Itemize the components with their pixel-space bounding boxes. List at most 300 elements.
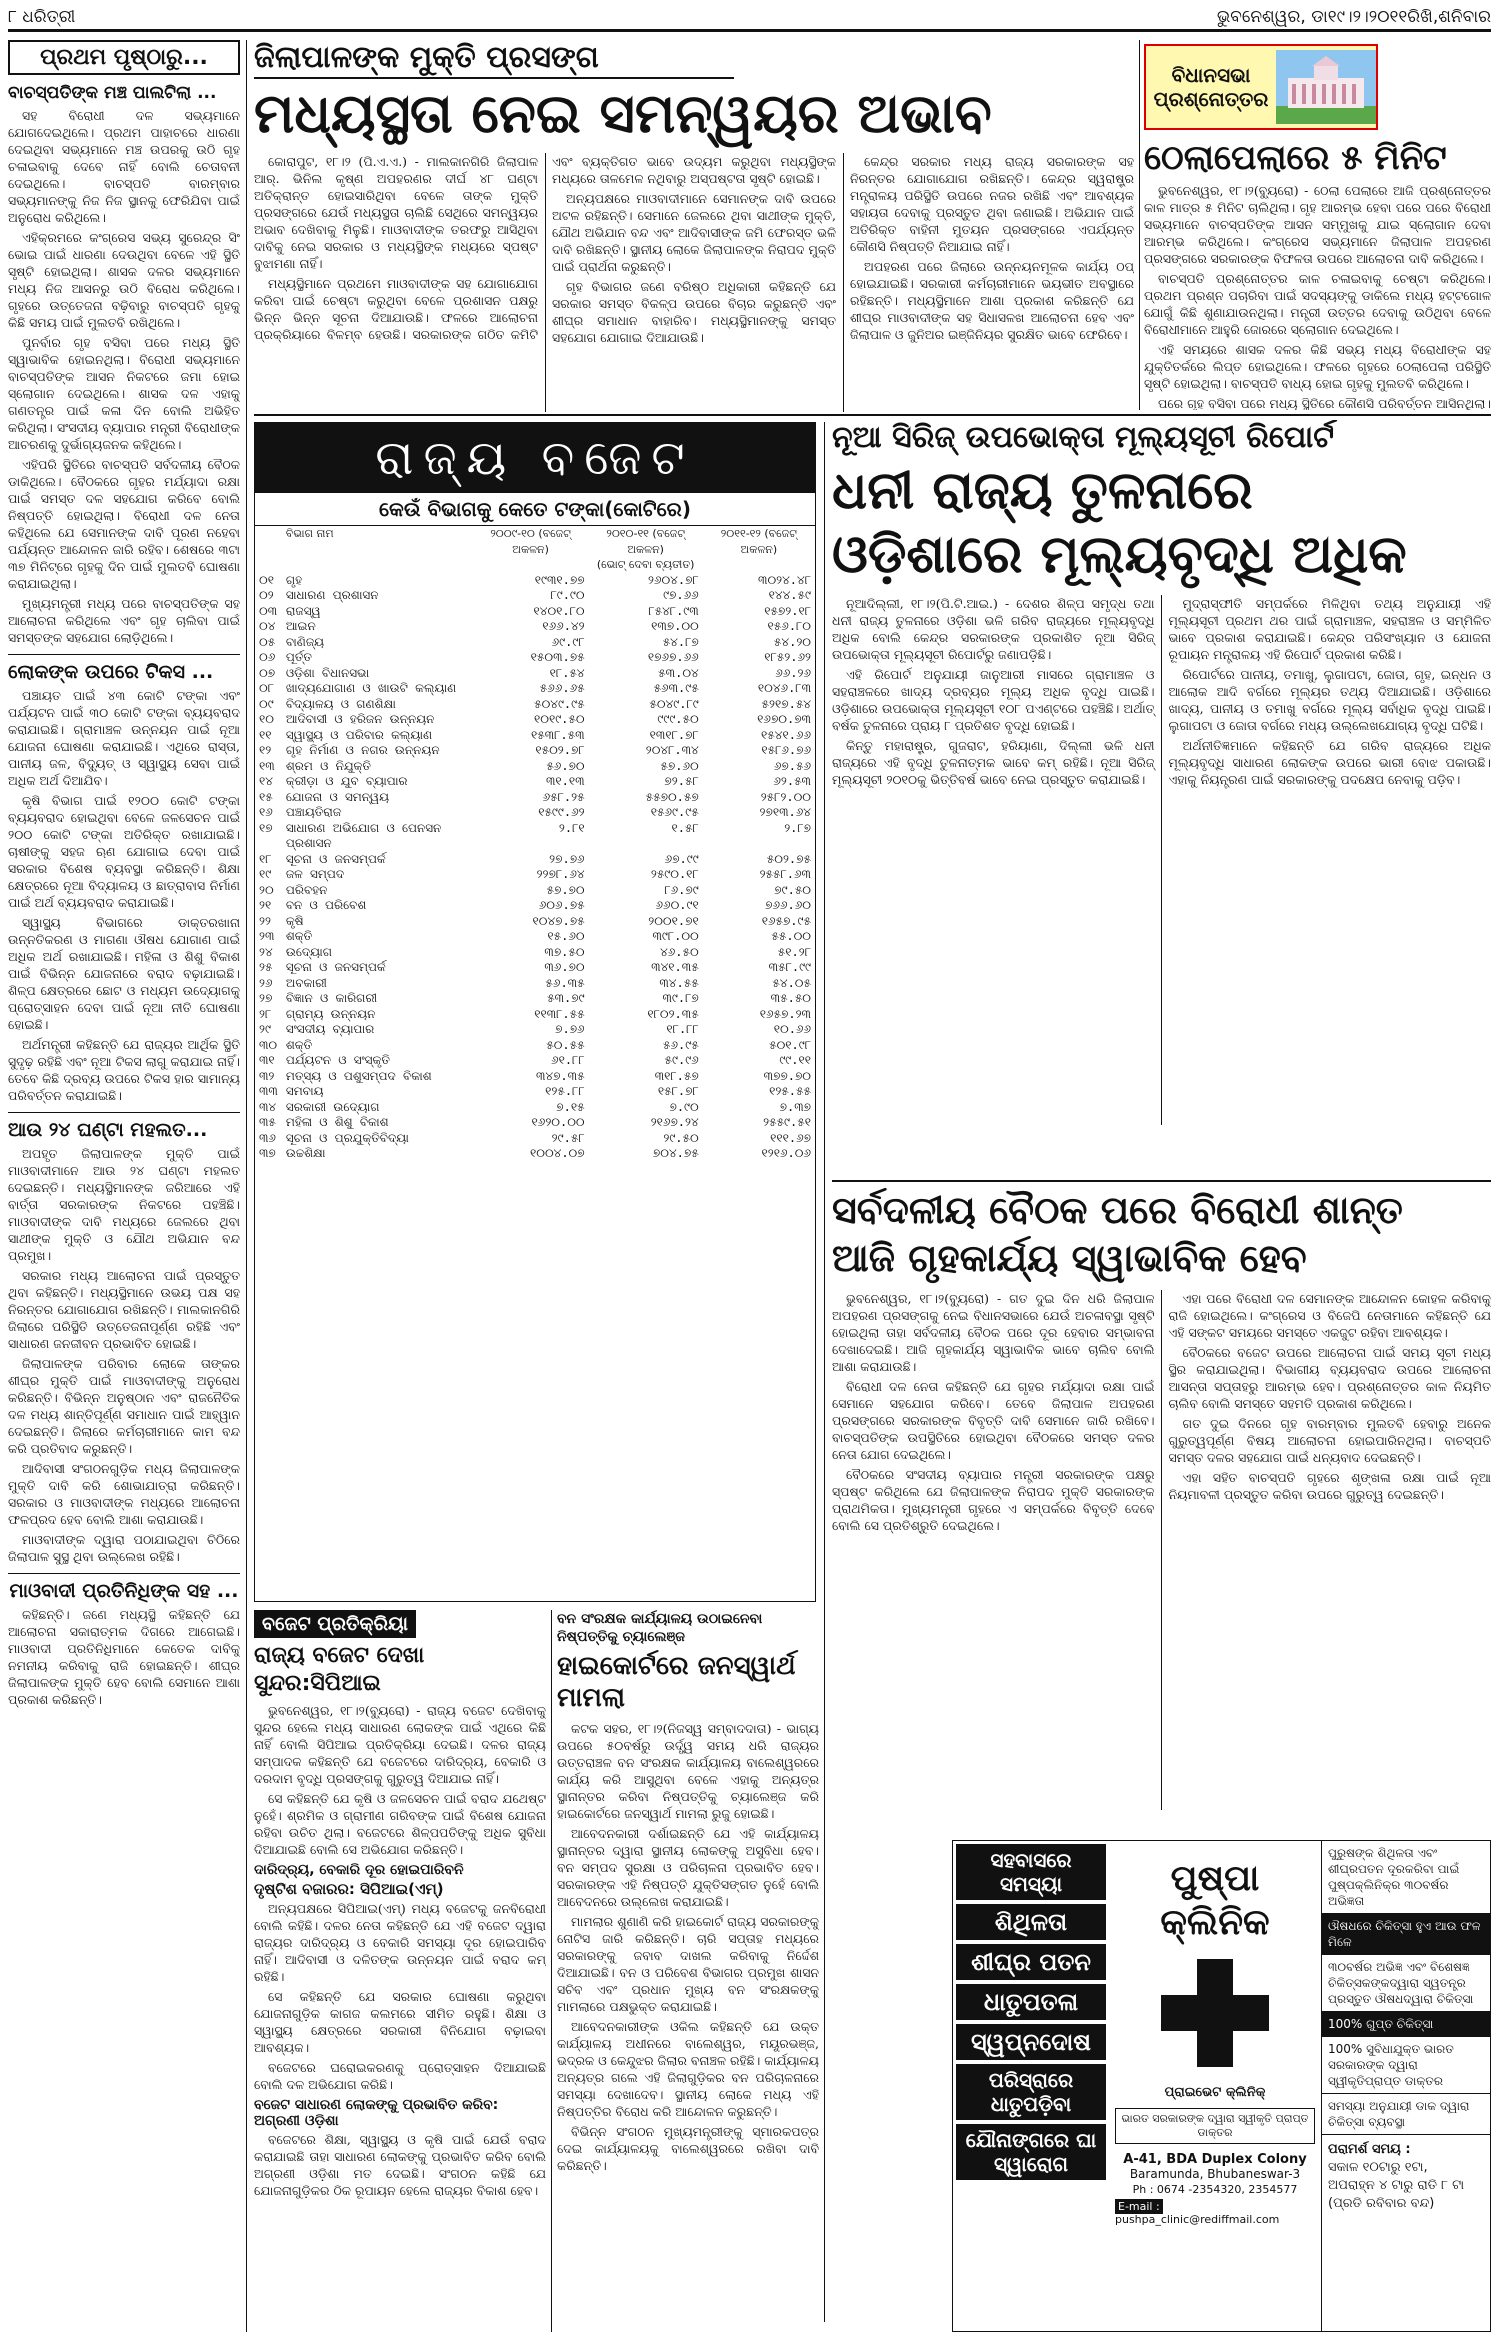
department-name: ଶକ୍ତି — [285, 1037, 313, 1052]
qa-title-line2: ପ୍ରଶ୍ନୋତ୍ତର — [1153, 87, 1269, 111]
value-2009-10: ୬୫୮.୨୫ — [542, 789, 585, 804]
paragraph: ମୁଦ୍ରାସ୍ଫୀତି ସମ୍ପର୍କରେ ମିଳିଥିବା ତଥ୍ୟ ଅନୁଯାୟୀ ଏହି ମୂଲ୍ୟସୂଚୀ ପ୍ରଥମ ଥର ପାଇଁ ଗ୍ରାମାଞ୍ଚଳ, ସହରାଞ୍ଚଳ ଓ ସମ୍ମିଳିତ ଭାବେ ପ୍ରକାଶ କରାଯାଇଛି। କେନ୍ଦ୍ର ପରିସଂଖ୍ୟାନ ଓ ଯୋଜନା ରୂପାୟନ ମନ୍ତ୍ରାଳୟ ଏହି ରିପୋର୍ଟ ପ୍ରକାଶ କରିଛି। — [1168, 596, 1491, 662]
department-name: ଓଡ଼ିଶା ବିଧାନସଭା — [285, 665, 370, 680]
paragraph: ଭୁବନେଶ୍ୱର, ୧୮।୨(ବ୍ୟୁରୋ) - ରାଜ୍ୟ ବଜେଟ ଦେଖିବାକୁ ସୁନ୍ଦର ହେଲେ ମଧ୍ୟ ସାଧାରଣ ଲୋକଙ୍କ ପାଇଁ ଏଥିରେ କିଛି ନାହିଁ ବୋଲି ସିପିଆଇ ପ୍ରତିକ୍ରିୟା ଦେଇଛି। ଦଳର ରାଜ୍ୟ ସମ୍ପାଦକ କହିଛନ୍ତି ଯେ ବଜେଟରେ ଦାରିଦ୍ର୍ୟ, ବେକାରି ଓ ଦରଦାମ ବୃଦ୍ଧି ପ୍ରସଙ୍ଗକୁ ଗୁରୁତ୍ୱ ଦିଆଯାଇ ନାହିଁ। — [254, 1703, 546, 1786]
row-number: ୧୮ — [259, 851, 272, 866]
table-row — [255, 681, 815, 697]
department-name: ସାଧାରଣ ପ୍ରଶାସନ — [285, 588, 379, 602]
value-2009-10: ୩୪୭.୩୫ — [535, 1068, 585, 1083]
table-row — [255, 1069, 815, 1085]
value-2011-12: ୧୫୮୬.୭୬ — [761, 743, 811, 757]
value-2009-10: ୩୭.୫୦ — [544, 944, 585, 959]
row-number: ୨୮ — [259, 1006, 272, 1021]
ad-benefit: ସମସ୍ୟା ଅନୁଯାୟୀ ଡାକ ଦ୍ୱାରା ଚିକିତ୍ସା ବ୍ୟବସ୍ଥା — [1322, 2094, 1490, 2135]
row-number: ୦୪ — [259, 619, 276, 633]
value-2010-11: ୬୬୦.୯୧ — [655, 898, 699, 912]
department-name: ପଞ୍ଚାୟତିରାଜ — [285, 805, 342, 819]
table-row — [255, 1131, 815, 1147]
value-2011-12: ୨୫୮୨.୦୦ — [760, 789, 811, 804]
row-number: ୧୧ — [259, 727, 272, 742]
paragraph: ପଞ୍ଚାୟତ ପାଇଁ ୪୩ କୋଟି ଟଙ୍କା ଏବଂ ପର୍ଯ୍ୟଟନ ପାଇଁ ୩୦ କୋଟି ଟଙ୍କା ବ୍ୟୟବରାଦ କରାଯାଇଛି। ଗ୍ରାମାଞ୍ଚଳ ଉନ୍ନୟନ ପାଇଁ ନୂଆ ଯୋଜନା ଘୋଷଣା କରାଯାଇଛି। ଏଥିରେ ରାସ୍ତା, ପାନୀୟ ଜଳ, ବିଦ୍ୟୁତ୍ ଓ ସ୍ୱାସ୍ଥ୍ୟ ସେବା ପାଇଁ ଅଧିକ ଅର୍ଥ ଦିଆଯିବ। — [8, 688, 240, 788]
value-2010-11: ୫୦୪୯.୮୯ — [649, 696, 699, 711]
reaction-headline: ରାଜ୍ୟ ବଜେଟ ଦେଖା ସୁନ୍ଦର:ସିପିଆଇ — [254, 1643, 425, 1696]
paragraph: ସେ କହିଛନ୍ତି ଯେ ସରକାର ଘୋଷଣା କରୁଥିବା ଯୋଜନାଗୁଡ଼ିକ କାଗଜ କଲମରେ ସୀମିତ ରହୁଛି। ଶିକ୍ଷା ଓ ସ୍ୱାସ୍ଥ୍ୟ କ୍ଷେତ୍ରରେ ସରକାରୀ ବିନିଯୋଗ ବଢ଼ାଇବା ଆବଶ୍ୟକ। — [254, 1989, 546, 2055]
row-number: ୨୦ — [259, 882, 274, 897]
ad-center-panel — [1109, 1841, 1321, 2331]
budget-reaction-story — [254, 1610, 546, 2332]
value-2011-12: ୭୯.୫୦ — [774, 882, 811, 897]
department-name: ଗୃହ ନିର୍ମାଣ ଓ ନଗର ଉନ୍ନୟନ — [285, 743, 440, 757]
value-2011-12: ୧୮୫୨.୬୨ — [764, 650, 811, 664]
story-title: ମାଓବାଦୀ ପ୍ରତିନିଧିଙ୍କ ସହ ... — [8, 1573, 240, 1602]
value-2009-10: ୭.୧୫ — [556, 1099, 585, 1114]
lead-story — [254, 40, 1134, 412]
column-header: ବିଭାଗ ନାମ — [285, 527, 334, 540]
table-row — [255, 697, 815, 713]
paragraph: ଅର୍ଥନୀତିଜ୍ଞମାନେ କହିଛନ୍ତି ଯେ ଗରିବ ରାଜ୍ୟରେ ଅଧିକ ମୂଲ୍ୟବୃଦ୍ଧି ସାଧାରଣ ଲୋକଙ୍କ ଉପରେ ଭାରୀ ବୋଝ ପକାଉଛି। ଏହାକୁ ନିୟନ୍ତ୍ରଣ ପାଇଁ ସରକାରଙ୍କୁ ପଦକ୍ଷେପ ନେବାକୁ ପଡ଼ିବ। — [1168, 738, 1491, 787]
value-2009-10: ୧୦୪୭.୭୫ — [532, 913, 585, 928]
row-number: ୦୯ — [259, 696, 274, 711]
ad-benefit: ପୁରୁଷଙ୍କ ଶିଥିଳତା ଏବଂ ଶୀଘ୍ରପତନ ଦୂରକରିବା ପାଇଁ ପୁଷ୍ପକ୍ଲିନିକ୍‌ର ୩୦ବର୍ଷର ଅଭିଜ୍ଞତା — [1322, 1841, 1490, 1914]
price-body — [832, 595, 1491, 1125]
value-2010-11: ୧.୫୮ — [671, 820, 699, 835]
continued-from-front-column — [8, 40, 240, 2332]
reaction-body — [254, 1702, 546, 1858]
value-2011-12: ୩୫୮.୯୯ — [768, 960, 811, 974]
paragraph: ବଜେଟରେ ଶିକ୍ଷା, ସ୍ୱାସ୍ଥ୍ୟ ଓ କୃଷି ପାଇଁ ଯେଉଁ ବରାଦ କରାଯାଇଛି ତାହା ସାଧାରଣ ଲୋକଙ୍କୁ ପ୍ରଭାବିତ କରିବ ବୋଲି ଅଗ୍ରଣୀ ଓଡ଼ିଶା ମତ ଦେଇଛି। ସଂଗଠନ କହିଛି ଯେ ଯୋଜନାଗୁଡ଼ିକର ଠିକ ରୂପାୟନ ହେଲେ ରାଜ୍ୟର ବିକାଶ ହେବ। — [254, 2132, 546, 2198]
value-2009-10: ୩୬.୭୦ — [544, 960, 585, 974]
value-2011-12: ୩୭୭.୭୦ — [763, 1068, 811, 1083]
paragraph: ବିଭିନ୍ନ ସଂଗଠନ ମୁଖ୍ୟମନ୍ତ୍ରୀଙ୍କୁ ସ୍ମାରକପତ୍ର ଦେଇ କାର୍ଯ୍ୟାଳୟକୁ ବାଲେଶ୍ୱରରେ ରଖିବା ଦାବି କରିଛନ୍ତି। — [557, 2124, 819, 2173]
paragraph: କିନ୍ତୁ ମହାରାଷ୍ଟ୍ର, ଗୁଜରାଟ, ହରିୟାଣା, ଦିଲ୍ଲୀ ଭଳି ଧନୀ ରାଜ୍ୟରେ ଏହି ବୃଦ୍ଧି ତୁଳନାତ୍ମକ ଭାବେ କମ୍ ରହିଛି। ନୂଆ ସିରିଜ୍ ମୂଲ୍ୟସୂଚୀ ୨୦୧୦କୁ ଭିତ୍ତିବର୍ଷ ଭାବେ ନେଇ ପ୍ରସ୍ତୁତ କରାଯାଇଛି। — [832, 738, 1155, 787]
row-number: ୨୧ — [259, 898, 272, 912]
department-name: ଶକ୍ତି — [285, 929, 313, 943]
value-2009-10: ୬୦୬.୭୫ — [538, 898, 585, 912]
row-number: ୨୩ — [259, 929, 275, 943]
table-row — [255, 898, 815, 914]
page-number: ୮ ଧରିତ୍ରୀ — [8, 6, 76, 27]
paragraph: ସହ ବିରୋଧୀ ଦଳ ସଭ୍ୟମାନେ ଯୋଗଦେଇଥିଲେ। ପ୍ରଥମ ପାହାଚରେ ଧାରଣା ଦେଇଥିବା ସଭ୍ୟମାନେ ମଞ୍ଚ ଉପରକୁ ଉଠି ଗୃହ ଚଳାଇବାକୁ ଦେବେ ନାହିଁ ବୋଲି ଚେତାବନୀ ଦେଇଥିଲେ। ବାଚସ୍ପତି ବାରମ୍ବାର ସଭ୍ୟମାନଙ୍କୁ ନିଜ ନିଜ ସ୍ଥାନକୁ ଫେରିଯିବା ପାଇଁ ଅନୁରୋଧ କରିଥିଲେ। — [8, 108, 240, 225]
department-name: ଗୃହ — [285, 572, 303, 587]
budget-table-box — [254, 422, 816, 1602]
value-2011-12: ୫୧.୨୮ — [777, 944, 811, 959]
table-row — [255, 1053, 815, 1069]
row-number: ୨୯ — [259, 1022, 271, 1036]
value-2009-10: ୫୬.୩୫ — [545, 975, 585, 990]
value-2010-11: ୭.୯୦ — [669, 1099, 699, 1114]
value-2010-11: ୮୫୪୮.୯୩ — [648, 603, 699, 618]
value-2011-12: ୯୯.୧୧ — [779, 1053, 811, 1067]
value-2011-12: ୧୫୭୨.୧୮ — [764, 603, 811, 618]
lead-headline: ମଧ୍ୟସ୍ଥତା ନେଇ ସମନ୍ୱୟର ଅଭାବ — [254, 82, 992, 145]
value-2010-11: ୩୪୧.୩୫ — [651, 960, 699, 974]
reaction-subhead: ଦୃଷ୍ଟିଶ ବଜାରର: ସିପିଆଇ(ଏମ୍) — [254, 1880, 444, 1898]
value-2009-10: ୧୫୦୨.୭୮ — [535, 743, 585, 757]
department-name: କ୍ରୀଡ଼ା ଓ ଯୁବ ବ୍ୟାପାର — [285, 774, 408, 788]
value-2011-12: ୧୧୧.୬୭ — [770, 1130, 811, 1145]
value-2009-10: ୭.୭୬ — [555, 1022, 585, 1036]
section-label: ପ୍ରଥମ ପୃଷ୍ଠାରୁ... — [8, 40, 240, 75]
ad-right-panel — [1321, 1841, 1490, 2331]
ad-problem: ଯୌନାଙ୍ଗରେ ଘା ସ୍ୱାରୋଗ — [956, 2124, 1106, 2180]
paragraph: ସେ କହିଛନ୍ତି ଯେ କୃଷି ଓ ଜଳସେଚନ ପାଇଁ ବରାଦ ଯଥେଷ୍ଟ ନୁହେଁ। ଶ୍ରମିକ ଓ ଗ୍ରାମୀଣ ଗରିବଙ୍କ ପାଇଁ ବିଶେଷ ଯୋଜନା ରହିବା ଉଚିତ ଥିଲା। ବଜେଟରେ ଶିଳ୍ପପତିଙ୍କୁ ଅଧିକ ସୁବିଧା ଦିଆଯାଇଛି ବୋଲି ସେ ଅଭିଯୋଗ କରିଛନ୍ତି। — [254, 1791, 546, 1857]
budget-subtitle: କେଉଁ ବିଭାଗକୁ କେତେ ଟଙ୍କା(କୋଟିରେ) — [255, 493, 815, 526]
department-name: ଉଦ୍ୟୋଗ — [285, 944, 332, 959]
paragraph: ସରକାର ମଧ୍ୟ ଆଲୋଚନା ପାଇଁ ପ୍ରସ୍ତୁତ ଥିବା କହିଛନ୍ତି। ମଧ୍ୟସ୍ଥିମାନେ ଉଭୟ ପକ୍ଷ ସହ ନିରନ୍ତର ଯୋଗାଯୋଗ ରଖିଛନ୍ତି। ମାଲକାନଗିରି ଜିଲାରେ ପରିସ୍ଥିତି ଉତ୍ତେଜନାପୂର୍ଣ୍ଣ ରହିଛି ଏବଂ ସାଧାରଣ ଜନଜୀବନ ପ୍ରଭାବିତ ହୋଇଛି। — [8, 1268, 240, 1351]
ad-benefit: 100% ଗୁପ୍ତ ଚିକିତ୍ସା — [1322, 2012, 1490, 2037]
table-row — [255, 945, 815, 961]
table-row — [255, 650, 815, 666]
paragraph: ଏହିକ୍ରମରେ କଂଗ୍ରେସ ସଭ୍ୟ ସୁରେନ୍ଦ୍ର ସିଂ ଭୋଇ ପାଇଁ ଧାରଣା ଦେଉଥିବା ବେଳେ ଏହି ସ୍ଥିତି ସୃଷ୍ଟି ହୋଇଥିଲା। ଶାସକ ଦଳର ସଭ୍ୟମାନେ ମଧ୍ୟ ନିଜ ଆସନରୁ ଉଠି ବିରୋଧ କରିଥିଲେ। ଗୃହରେ ଉତ୍ତେଜନା ବଢ଼ିବାରୁ ବାଚସ୍ପତି ଗୃହକୁ କିଛି ସମୟ ପାଇଁ ମୁଲତବି ରଖିଥିଲେ। — [8, 230, 240, 330]
value-2010-11: ୫୫୭୦.୫୭ — [645, 789, 699, 804]
column-rule — [824, 422, 825, 2322]
row-number: ୧୩ — [259, 758, 275, 773]
value-2010-11: ୨୫୯୦.୧୮ — [650, 867, 699, 881]
paragraph: ଭୁବନେଶ୍ୱର, ୧୮।୨(ବ୍ୟୁରୋ) - ଠେଲା ପେଲାରେ ଆଜି ପ୍ରଶ୍ନୋତ୍ତର କାଳ ମାତ୍ର ୫ ମିନିଟ ଚାଲିଥିଲା। ଗୃହ ଆରମ୍ଭ ହେବା ପରେ ପରେ ବିରୋଧୀ ସଭ୍ୟମାନେ ବାଚସ୍ପତିଙ୍କ ଆସନ ସମ୍ମୁଖକୁ ଯାଇ ସ୍ଲୋଗାନ ଦେବା ଆରମ୍ଭ କରିଥିଲେ। କଂଗ୍ରେସ ସଭ୍ୟମାନେ ଜିଲାପାଳ ଅପହରଣ ପ୍ରସଙ୍ଗରେ ସରକାରଙ୍କ ବିଫଳତା ଉପରେ ଆଲୋଚନା ଦାବି କରିଥିଲେ। — [1144, 183, 1491, 266]
department-name: ଶ୍ରମ ଓ ନିଯୁକ୍ତି — [285, 758, 371, 773]
value-2010-11: ୧୫୬୯.୯୫ — [650, 805, 699, 819]
row-number: ୨୨ — [259, 913, 271, 928]
paragraph: ଅର୍ଥମନ୍ତ୍ରୀ କହିଛନ୍ତି ଯେ ରାଜ୍ୟର ଆର୍ଥିକ ସ୍ଥିତି ସୁଦୃଢ଼ ରହିଛି ଏବଂ ନୂଆ ଟିକସ ଲାଗୁ କରାଯାଇ ନାହିଁ। ତେବେ କିଛି ଦ୍ରବ୍ୟ ଉପରେ ଟିକସ ହାର ସାମାନ୍ୟ ପରିବର୍ତ୍ତନ କରାଯାଇଛି। — [8, 1037, 240, 1103]
value-2010-11: ୫୭.୬୦ — [660, 758, 699, 773]
value-2010-11: ୭୦୪.୭୫ — [652, 1146, 699, 1160]
qa-body — [1144, 182, 1491, 410]
value-2011-12: ୭୬୬.୬୦ — [765, 898, 811, 912]
qa-logo-box — [1144, 44, 1378, 130]
department-name: ଉଚ୍ଚଶିକ୍ଷା — [285, 1146, 326, 1160]
value-2009-10: ୨୯.୫୮ — [551, 1130, 585, 1145]
price-headline-line1: ଧନୀ ରାଜ୍ୟ ତୁଳନାରେ — [832, 461, 1253, 521]
value-2010-11: ୫୪.୮୭ — [662, 634, 699, 649]
table-row — [255, 759, 815, 775]
value-2009-10: ୫୭.୭୦ — [546, 882, 585, 897]
paragraph: ମଧ୍ୟସ୍ଥିମାନେ ପ୍ରଥମେ ମାଓବାଦୀଙ୍କ ସହ ଯୋଗାଯୋଗ କରିବା ପାଇଁ ଚେଷ୍ଟା କରୁଥିବା ବେଳେ ପ୍ରଶାସନ ପକ୍ଷରୁ ଭିନ୍ନ ଭିନ୍ନ ସୂଚନା ଦିଆଯାଉଛି। ଫଳରେ ଆଲୋଚନା ପ୍ରକ୍ରିୟାରେ ବିଳମ୍ବ ହେଉଛି। ସରକାରଙ୍କ ଗଠିତ କମିଟି ଏବଂ ବ୍ୟକ୍ତିଗତ ଭାବେ ଉଦ୍ୟମ କରୁଥିବା ମଧ୍ୟସ୍ଥିଙ୍କ ମଧ୍ୟରେ ତାଳମେଳ ନଥିବାରୁ ଅସ୍ପଷ୍ଟତା ସୃଷ୍ଟି ହୋଇଛି। — [254, 154, 836, 342]
story-title: ବାଚସ୍ପତିଙ୍କ ମଞ୍ଚ ପାଲଟିଲା ... — [8, 83, 217, 103]
ad-hours-line: ଅପରାହ୍ନ ୪ ଟାରୁ ରାତି ୮ ଟା — [1328, 2178, 1465, 2193]
ad-benefit: 100% ସୁବିଧାଯୁକ୍ତ ଭାରତ ସରକାରଙ୍କ ଦ୍ୱାରା ସ୍ୱୀକୃତିପ୍ରାପ୍ତ ଡାକ୍ତର — [1322, 2037, 1490, 2094]
value-2011-12: ୧୬୫୭.୯୫ — [761, 913, 811, 928]
column-note: (ଭୋଟ୍ ଦେବା ବ୍ୟତୀତ) — [596, 558, 695, 571]
value-2010-11: ୧୮୦୨.୩୫ — [647, 1006, 699, 1021]
value-2011-12: ୧୬୫୭.୨୩ — [759, 1006, 811, 1021]
paragraph: କୃଷି ବିଭାଗ ପାଇଁ ୧୨୦୦ କୋଟି ଟଙ୍କା ବ୍ୟୟବରାଦ ହୋଇଥିବା ବେଳେ ଜଳସେଚନ ପାଇଁ ୨୦୦ କୋଟି ଟଙ୍କା ଅତିରିକ୍ତ ରଖାଯାଇଛି। ଚାଷୀଙ୍କୁ ସହଜ ଋଣ ଯୋଗାଇ ଦେବା ପାଇଁ ସରକାର ବିଶେଷ ବ୍ୟବସ୍ଥା କରିଛନ୍ତି। ଶିକ୍ଷା କ୍ଷେତ୍ରରେ ନୂଆ ବିଦ୍ୟାଳୟ ଓ ଛାତ୍ରାବାସ ନିର୍ମାଣ ପାଇଁ ଅର୍ଥ ବ୍ୟୟବରାଦ କରାଯାଇଛି। — [8, 793, 240, 910]
department-name: ପର୍ଯ୍ୟଟନ ଓ ସଂସ୍କୃତି — [285, 1053, 390, 1067]
paragraph: ଏହା ପରେ ବିରୋଧୀ ଦଳ ସେମାନଙ୍କ ଆନ୍ଦୋଳନ କୋହଳ କରିବାକୁ ରାଜି ହୋଇଥିଲେ। କଂଗ୍ରେସ ଓ ବିଜେପି ନେତାମାନେ କହିଛନ୍ତି ଯେ ଏହି ସଙ୍କଟ ସମୟରେ ସମସ୍ତେ ଏକଜୁଟ ରହିବା ଆବଶ୍ୟକ। — [1168, 1291, 1491, 1340]
column-rule — [551, 1610, 552, 2332]
paragraph: ଆଦିବାସୀ ସଂଗଠନଗୁଡ଼ିକ ମଧ୍ୟ ଜିଲାପାଳଙ୍କ ମୁକ୍ତି ଦାବି କରି ଶୋଭାଯାତ୍ରା କରିଛନ୍ତି। ସରକାର ଓ ମାଓବାଦୀଙ୍କ ମଧ୍ୟରେ ଆଲୋଚନା ଫଳପ୍ରଦ ହେବ ବୋଲି ଆଶା କରାଯାଉଛି। — [8, 1461, 240, 1527]
paragraph: ବାଚସ୍ପତି ପ୍ରଶ୍ନୋତ୍ତର କାଳ ଚଳାଇବାକୁ ଚେଷ୍ଟା କରିଥିଲେ। ପ୍ରଥମ ପ୍ରଶ୍ନ ପଚାରିବା ପାଇଁ ସଦସ୍ୟଙ୍କୁ ଡାକିଲେ ମଧ୍ୟ ହଟ୍ଟଗୋଳ ଯୋଗୁଁ କିଛି ଶୁଣାଯାଉନଥିଲା। ମନ୍ତ୍ରୀ ଉତ୍ତର ଦେବାକୁ ଉଠିଥିବା ବେଳେ ବିରୋଧୀମାନେ ଆହୁରି ଜୋରରେ ସ୍ଲୋଗାନ ଦେଇଥିଲେ। — [1144, 271, 1491, 337]
department-name: ଆଦିବାସୀ ଓ ହରିଜନ ଉନ୍ନୟନ — [285, 712, 435, 726]
paragraph: କଟକ ସହର, ୧୮।୨(ନିଜସ୍ୱ ସମ୍ବାଦଦାତା) - ଭାଗ୍ୟ ଉପରେ ୫୦ବର୍ଷରୁ ଉର୍ଦ୍ଧ୍ୱ ସମୟ ଧରି ରାଜ୍ୟର ଉତ୍ତରାଞ୍ଚଳ ବନ ସଂରକ୍ଷକ କାର୍ଯ୍ୟାଳୟ ବାଲେଶ୍ୱରରେ କାର୍ଯ୍ୟ କରି ଆସୁଥିବା ବେଳେ ଏହାକୁ ଅନ୍ୟତ୍ର ସ୍ଥାନାନ୍ତର କରିବା ନିଷ୍ପତ୍ତିକୁ ଚ୍ୟାଲେଞ୍ଜ କରି ହାଇକୋର୍ଟରେ ଜନସ୍ୱାର୍ଥ ମାମଲା ରୁଜୁ ହୋଇଛି। — [557, 1721, 819, 1821]
value-2010-11: ୫୩.୦୪ — [658, 665, 699, 680]
allparty-subheadline: ଆଜି ଗୃହକାର୍ଯ୍ୟ ସ୍ୱାଭାବିକ ହେବ — [832, 1236, 1307, 1280]
value-2010-11: ୮୬.୭୯ — [664, 882, 699, 897]
paragraph: ଆବେଦନକାରୀ ଦର୍ଶାଇଛନ୍ତି ଯେ ଏହି କାର୍ଯ୍ୟାଳୟ ସ୍ଥାନାନ୍ତର ଦ୍ୱାରା ସ୍ଥାନୀୟ ଲୋକଙ୍କୁ ଅସୁବିଧା ହେବ। ବନ ସମ୍ପଦ ସୁରକ୍ଷା ଓ ପରିଚାଳନା ପ୍ରଭାବିତ ହେବ। ସରକାରଙ୍କ ଏହି ନିଷ୍ପତ୍ତି ଯୁକ୍ତିସଙ୍ଗତ ନୁହେଁ ବୋଲି ଆବେଦନରେ ଉଲ୍ଲେଖ କରାଯାଇଛି। — [557, 1826, 819, 1909]
value-2010-11: ୩୪.୫୫ — [659, 975, 699, 990]
ad-problem: ଧାତୁପତଳା — [956, 1984, 1106, 2020]
department-name: ଅବକାରୀ — [285, 975, 327, 990]
table-row — [255, 743, 815, 759]
paragraph: ଅନ୍ୟପକ୍ଷରେ ମାଓବାଦୀମାନେ ସେମାନଙ୍କ ଦାବି ଉପରେ ଅଟଳ ରହିଛନ୍ତି। ସେମାନେ ଜେଲରେ ଥିବା ସାଥୀଙ୍କ ମୁକ୍ତି, ଯୌଥ ଅଭିଯାନ ବନ୍ଦ ଏବଂ ଆଦିବାସୀଙ୍କ ଜମି ଫେରସ୍ତ ଭଳି ଦାବି ରଖିଛନ୍ତି। ସ୍ଥାନୀୟ ଲୋକେ ଜିଲାପାଳଙ୍କ ନିରାପଦ ମୁକ୍ତି ପାଇଁ ପ୍ରାର୍ଥନା କରୁଛନ୍ତି। — [552, 191, 836, 274]
value-2011-12: ୧୦.୬୬ — [773, 1022, 811, 1036]
paragraph: ନୂଆଦିଲ୍ଲୀ, ୧୮।୨(ପି.ଟି.ଆଇ.) - ଦେଶର ଶିଳ୍ପ ସମୃଦ୍ଧ ତଥା ଧନୀ ରାଜ୍ୟ ତୁଳନାରେ ଓଡ଼ିଶା ଭଳି ଗରିବ ରାଜ୍ୟରେ ମୂଲ୍ୟବୃଦ୍ଧି ଅଧିକ ବୋଲି କେନ୍ଦ୍ର ସରକାରଙ୍କ ପ୍ରକାଶିତ ନୂଆ ସିରିଜ୍ ଉପଭୋକ୍ତା ମୂଲ୍ୟସୂଚୀ ରିପୋର୍ଟରୁ ଜଣାପଡ଼ିଛି। — [832, 596, 1155, 662]
department-name: ମହିଳା ଓ ଶିଶୁ ବିକାଶ — [285, 1115, 389, 1129]
paragraph: ମାଓବାଦୀଙ୍କ ଦ୍ୱାରା ପଠାଯାଇଥିବା ଚିଠିରେ ଜିଲାପାଳ ସୁସ୍ଥ ଥିବା ଉଲ୍ଲେଖ ରହିଛି। — [8, 1532, 240, 1564]
table-row — [255, 666, 815, 682]
value-2010-11: ୨୯.୫୦ — [663, 1130, 699, 1145]
value-2009-10: ୧୫୩୮.୫୩ — [531, 727, 585, 742]
table-row — [255, 805, 815, 821]
qa-headline: ଠେଲାପେଲାରେ ୫ ମିନିଟ — [1144, 138, 1447, 178]
value-2010-11: ୧୩୭.୦୦ — [651, 619, 699, 633]
department-name: ପରିବହନ — [285, 882, 328, 897]
paragraph: ବିରୋଧୀ ଦଳ ନେତା କହିଛନ୍ତି ଯେ ଗୃହର ମର୍ଯ୍ୟାଦା ରକ୍ଷା ପାଇଁ ସେମାନେ ସହଯୋଗ କରିବେ। ତେବେ ଜିଲାପାଳ ଅପହରଣ ପ୍ରସଙ୍ଗରେ ସରକାରଙ୍କ ବିବୃତ୍ତି ଦାବି ସେମାନେ ଜାରି ରଖିବେ। ବାଚସ୍ପତିଙ୍କ ଉପସ୍ଥିତିରେ ହୋଇଥିବା ବୈଠକରେ ସମସ୍ତ ଦଳର ନେତା ଯୋଗ ଦେଇଥିଲେ। — [832, 1379, 1155, 1462]
value-2010-11: ୯୭.୬୬ — [663, 588, 699, 602]
value-2010-11: ୨୦୪୮.୩୪ — [645, 743, 699, 757]
value-2009-10: ୧୨୫.୮୮ — [545, 1084, 585, 1098]
row-number: ୩୬ — [259, 1130, 276, 1145]
paragraph: ଭୁବନେଶ୍ୱର, ୧୮।୨(ବ୍ୟୁରୋ) - ଗତ ଦୁଇ ଦିନ ଧରି ଜିଲାପାଳ ଅପହରଣ ପ୍ରସଙ୍ଗକୁ ନେଇ ବିଧାନସଭାରେ ଯେଉଁ ଅଚଳାବସ୍ଥା ସୃଷ୍ଟି ହୋଇଥିଲା ତାହା ସର୍ବଦଳୀୟ ବୈଠକ ପରେ ଦୂର ହେବାର ସମ୍ଭାବନା ଦେଖାଦେଇଛି। ଆଜି ଗୃହକାର୍ଯ୍ୟ ସ୍ୱାଭାବିକ ଭାବେ ଚାଲିବ ବୋଲି ଆଶା କରାଯାଉଛି। — [832, 1291, 1155, 1374]
section-rule — [832, 1180, 1491, 1182]
value-2009-10: ୧୬୨୦.୦୦ — [531, 1115, 585, 1129]
table-row — [255, 976, 815, 992]
reaction-body — [254, 1900, 546, 2093]
ad-hours — [1322, 2135, 1490, 2219]
department-name: ମତ୍ସ୍ୟ ଓ ପଶୁସମ୍ପଦ ବିକାଶ — [285, 1068, 432, 1083]
value-2009-10: ୬୯.୯୮ — [551, 634, 585, 649]
row-number: ୨୭ — [259, 991, 273, 1005]
reaction-subhead: ବଜେଟ ସାଧାରଣ ଲୋକଙ୍କୁ ପ୍ରଭାବିତ କରିବ: ଅଗ୍ରଣୀ ଓଡ଼ିଶା — [254, 2097, 499, 2129]
value-2011-12: ୧୫୪୧.୬୬ — [761, 727, 811, 742]
value-2011-12: ୬୨.୫୩ — [773, 774, 811, 788]
value-2011-12: ୩୦୨୪.୪୮ — [758, 572, 811, 587]
department-name: ବାଣିଜ୍ୟ — [285, 634, 325, 649]
ad-brand-sub: ପ୍ରାଇଭେଟ କ୍ଲିନିକ୍ — [1164, 2085, 1266, 2100]
value-2011-12: ୧୨୧୬.୦୬ — [761, 1146, 811, 1160]
value-2009-10: ୧୯୩୧.୭୭ — [534, 572, 585, 587]
lead-kicker: ଜିଲାପାଳଙ୍କ ମୁକ୍ତି ପ୍ରସଙ୍ଗ — [254, 40, 734, 79]
value-2009-10: ୨୨୭୮.୬୪ — [536, 867, 585, 881]
table-header-row — [255, 526, 815, 573]
lead-body — [254, 153, 1134, 412]
table-row — [255, 728, 815, 744]
paragraph: କୋରାପୁଟ, ୧୮।୨ (ପି.ଏ.ଏ.) - ମାଲକାନଗିରି ଜିଲାପାଳ ଆର୍. ଭିନିଲ କୃଷ୍ଣ ଅପହରଣର ଦୀର୍ଘ ୪୮ ଘଣ୍ଟା ଅତିକ୍ରାନ୍ତ ହୋଇସାରିଥିବା ବେଳେ ତାଙ୍କ ମୁକ୍ତି ପ୍ରସଙ୍ଗରେ ଯେଉଁ ମଧ୍ୟସ୍ଥତା ଚାଲିଛି ସେଥିରେ ସମନ୍ୱୟର ଅଭାବ ଦେଖିବାକୁ ମିଳୁଛି। ମାଓବାଦୀଙ୍କ ତରଫରୁ ଆସିଥିବା ଦାବିକୁ ନେଇ ସରକାର ଓ ମଧ୍ୟସ୍ଥିଙ୍କ ମଧ୍ୟରେ ସ୍ପଷ୍ଟ ବୁଝାମଣା ନାହିଁ। — [254, 154, 538, 271]
story-body — [8, 1145, 240, 1565]
table-row — [255, 1022, 815, 1038]
value-2009-10: ୧୦୦୪.୦୭ — [530, 1146, 585, 1160]
paragraph: ଅପହୃତ ଜିଲାପାଳଙ୍କ ମୁକ୍ତି ପାଇଁ ମାଓବାଦୀମାନେ ଆଉ ୨୪ ଘଣ୍ଟା ମହଲତ ଦେଇଛନ୍ତି। ମଧ୍ୟସ୍ଥିମାନଙ୍କ ଜରିଆରେ ଏହି ବାର୍ତ୍ତା ସରକାରଙ୍କ ନିକଟରେ ପହଞ୍ଚିଛି। ମାଓବାଦୀଙ୍କ ଦାବି ମଧ୍ୟରେ ଜେଲରେ ଥିବା ସାଥୀଙ୍କ ମୁକ୍ତି ଓ ଯୌଥ ଅଭିଯାନ ବନ୍ଦ ପ୍ରମୁଖ। — [8, 1146, 240, 1263]
value-2010-11: ୨୦୦୧.୭୧ — [648, 913, 699, 928]
department-name: ସରକାରୀ ଉଦ୍ୟୋଗ — [285, 1099, 380, 1114]
paragraph: କହିଛନ୍ତି। ଜଣେ ମଧ୍ୟସ୍ଥି କହିଛନ୍ତି ଯେ ଆଲୋଚନା ସକାରାତ୍ମକ ଦିଗରେ ଆଗେଇଛି। ମାଓବାଦୀ ପ୍ରତିନିଧିମାନେ କେତେକ ଦାବିକୁ ନମନୀୟ କରିବାକୁ ରାଜି ହୋଇଛନ୍ତି। ଶୀଘ୍ର ଜିଲାପାଳଙ୍କ ମୁକ୍ତି ହେବ ବୋଲି ସେମାନେ ଆଶା ପ୍ରକାଶ କରିଛନ୍ତି। — [8, 1607, 240, 1707]
ad-address-line2: Baramunda, Bhubaneswar-3 — [1129, 2167, 1301, 2181]
paragraph: ଅପହରଣ ପରେ ଜିଲାରେ ଉନ୍ନୟନମୂଳକ କାର୍ଯ୍ୟ ଠପ୍ ହୋଇଯାଇଛି। ସରକାରୀ କର୍ମଚାରୀମାନେ ଭୟଭୀତ ଅବସ୍ଥାରେ ରହିଛନ୍ତି। ମଧ୍ୟସ୍ଥିମାନେ ଆଶା ପ୍ରକାଶ କରିଛନ୍ତି ଯେ ଶୀଘ୍ର ମାଓବାଦୀଙ୍କ ସହ ସିଧାସଳଖ ଆଲୋଚନା ହେବ ଏବଂ ଜିଲାପାଳ ଓ ଜୁନିଅର ଇଞ୍ଜିନିୟର ସୁରକ୍ଷିତ ଭାବେ ଫେରିବେ। — [850, 259, 1134, 342]
value-2011-12: ୧୨୫.୫୫ — [769, 1084, 811, 1098]
row-number: ୧୪ — [259, 774, 273, 788]
paragraph: ଗୃହ ବିଭାଗର ଜଣେ ବରିଷ୍ଠ ଅଧିକାରୀ କହିଛନ୍ତି ଯେ ସରକାର ସମସ୍ତ ବିକଳ୍ପ ଉପରେ ବିଚାର କରୁଛନ୍ତି ଏବଂ ଶୀଘ୍ର ସମାଧାନ ବାହାରିବ। ମଧ୍ୟସ୍ଥିମାନଙ୍କୁ ସମସ୍ତ ସହଯୋଗ ଯୋଗାଇ ଦିଆଯାଉଛି। — [552, 279, 836, 345]
ad-left-panel — [953, 1841, 1109, 2331]
value-2009-10: ୧୫୦୩.୭୫ — [530, 650, 585, 664]
row-number: ୦୮ — [259, 681, 274, 695]
row-number: ୦୭ — [259, 665, 276, 680]
value-2010-11: ୪୬.୫୦ — [660, 944, 699, 959]
ad-hours-line: (ପ୍ରତି ରବିବାର ବନ୍ଦ) — [1328, 2196, 1435, 2211]
value-2010-11: ୧୮.୮୮ — [666, 1022, 699, 1036]
table-row — [255, 1100, 815, 1116]
value-2011-12: ୩୫.୫୦ — [770, 991, 811, 1005]
ad-hours-title: ପରାମର୍ଶ ସମୟ : — [1328, 2142, 1411, 2157]
value-2011-12: ୫୦୨.୭୫ — [766, 851, 811, 866]
department-name: ସଂସଦୀୟ ବ୍ୟାପାର — [285, 1022, 375, 1036]
value-2009-10: ୫୬.୭୦ — [546, 758, 585, 773]
department-name: ସୂଚନା ଓ ଜନସମ୍ପର୍କ — [285, 851, 386, 866]
row-number: ୧୯ — [259, 867, 272, 881]
value-2010-11: ୧୭୬୭.୬୬ — [647, 650, 699, 664]
table-row — [255, 712, 815, 728]
column-header: ୨୦୧୧-୧୨ (ବଜେଟ୍ ଅକଳନ) — [720, 527, 797, 556]
paragraph: ପରେ ଗୃହ ବସିବା ପରେ ମଧ୍ୟ ସ୍ଥିତିରେ କୌଣସି ପରିବର୍ତ୍ତନ ଆସିନଥିଲା। — [1158, 396, 1491, 410]
row-number: ୧୬ — [259, 805, 273, 819]
department-name: ବନ ଓ ପରିବେଶ — [285, 898, 367, 912]
row-number: ୩୫ — [259, 1115, 276, 1129]
ad-problem: ଶୀଘ୍ର ପତନ — [956, 1944, 1106, 1980]
paragraph: ଆବେଦନକାରୀଙ୍କ ଓକିଲ କହିଛନ୍ତି ଯେ ଉକ୍ତ କାର୍ଯ୍ୟାଳୟ ଅଧୀନରେ ବାଲେଶ୍ୱର, ମୟୂରଭଞ୍ଜ, ଭଦ୍ରକ ଓ କେନ୍ଦୁଝର ଜିଲାର ବନାଞ୍ଚଳ ରହିଛି। କାର୍ଯ୍ୟାଳୟ ଅନ୍ୟତ୍ର ଗଲେ ଏହି ଜିଲାଗୁଡ଼ିକର ବନ ପରିଚାଳନାରେ ସମସ୍ୟା ଦେଖାଦେବ। ସ୍ଥାନୀୟ ଲୋକେ ମଧ୍ୟ ଏହି ନିଷ୍ପତ୍ତିର ବିରୋଧ କରି ଆନ୍ଦୋଳନ କରୁଛନ୍ତି। — [557, 2019, 819, 2119]
row-number: ୩୨ — [259, 1068, 275, 1083]
row-number: ୧୨ — [259, 743, 272, 757]
value-2009-10: ୧୦୧୯.୫୦ — [534, 712, 585, 726]
department-name: ଯୋଜନା ଓ ସମନ୍ୱୟ — [285, 789, 390, 804]
story-body — [8, 687, 240, 1104]
value-2009-10: ୧୬୬.୪୨ — [542, 619, 585, 633]
department-name: ସ୍ୱାସ୍ଥ୍ୟ ଓ ପରିବାର କଲ୍ୟାଣ — [285, 727, 433, 742]
reaction-subhead: ଦାରିଦ୍ର୍ୟ, ବେକାରି ଦୂର ହୋଇପାରିବନି — [254, 1862, 464, 1878]
value-2010-11: ୩୯.୮୭ — [662, 991, 699, 1005]
reaction-body — [254, 2131, 546, 2199]
ad-phone: Ph : 0674 -2354320, 2354577 — [1132, 2183, 1298, 2196]
ad-hours-line: ସକାଳ ୧୦ଟାରୁ ୧ଟା, — [1328, 2160, 1428, 2175]
qa-title-line1: ବିଧାନସଭା — [1171, 63, 1251, 87]
table-row — [255, 1038, 815, 1054]
column-header — [589, 526, 703, 573]
value-2010-11: ୩୧୮.୫୭ — [654, 1068, 699, 1083]
ad-problem: ସ୍ୱପ୍ନଦୋଷ — [956, 2024, 1106, 2060]
table-row — [255, 991, 815, 1007]
row-number: ୨୪ — [259, 944, 273, 959]
table-row — [255, 960, 815, 976]
value-2011-12: ୭.୩୭ — [779, 1099, 811, 1114]
value-2010-11: ୨୬୦୪.୭୮ — [647, 572, 699, 587]
department-name: ସମବାୟ — [285, 1084, 324, 1098]
story-body — [8, 1606, 240, 1708]
price-headline-line2: ଓଡ଼ିଶାରେ ମୂଲ୍ୟବୃଦ୍ଧି ଅଧିକ — [832, 525, 1407, 585]
paragraph: ବଜେଟରେ ଘରୋଇକରଣକୁ ପ୍ରୋତ୍ସାହନ ଦିଆଯାଇଛି ବୋଲି ଦଳ ଅଭିଯୋଗ କରିଛି। — [254, 2060, 546, 2092]
department-name: ଜଳ ସମ୍ପଦ — [285, 867, 345, 881]
allparty-body — [832, 1290, 1491, 1810]
court-body — [557, 1720, 819, 2174]
table-row — [255, 619, 815, 635]
department-name: କୃଷି — [285, 913, 304, 928]
row-number: ୩୩ — [259, 1084, 278, 1098]
row-number: ୦୨ — [259, 588, 274, 602]
ad-benefit: ଔଷଧରେ ଚିକିତ୍ସା ହୁଏ ଆଉ ଫଳ ମିଳେ — [1322, 1914, 1490, 1955]
paragraph: କେନ୍ଦ୍ର ସରକାର ମଧ୍ୟ ରାଜ୍ୟ ସରକାରଙ୍କ ସହ ନିରନ୍ତର ଯୋଗାଯୋଗ ରଖିଛନ୍ତି। କେନ୍ଦ୍ର ସ୍ୱରାଷ୍ଟ୍ର ମନ୍ତ୍ରାଳୟ ପରିସ୍ଥିତି ଉପରେ ନଜର ରଖିଛି ଏବଂ ଆବଶ୍ୟକ ସହାୟତା ଦେବାକୁ ପ୍ରସ୍ତୁତ ଥିବା ଜଣାଇଛି। ଅଭିଯାନ ପାଇଁ ଅତିରିକ୍ତ ବାହିନୀ ମୁତୟନ ପ୍ରସଙ୍ଗରେ ଏପର୍ଯ୍ୟନ୍ତ କୌଣସି ନିଷ୍ପତ୍ତି ନିଆଯାଇ ନାହିଁ। — [850, 154, 1134, 254]
value-2009-10: ୬୧.୮୮ — [551, 1053, 585, 1067]
court-kicker: ବନ ସଂରକ୍ଷକ କାର୍ଯ୍ୟାଳୟ ଉଠାଇନେବା ନିଷ୍ପତ୍ତିକୁ ଚ୍ୟାଲେଞ୍ଜ — [557, 1611, 763, 1645]
budget-table — [255, 526, 815, 1162]
value-2010-11: ୫୯.୯୬ — [664, 1053, 699, 1067]
row-number: ୦୬ — [259, 650, 276, 664]
column-rule — [1139, 40, 1140, 410]
value-2009-10: ୫୦୪୯.୯୫ — [534, 696, 585, 711]
ad-benefit: ୩୦ବର୍ଷର ଅଭିଜ୍ଞ ଏବଂ ବିଶେଷଜ୍ଞ ଚିକିତ୍ସକଙ୍କଦ୍ୱାରା ସ୍ୱତନ୍ତ୍ର ପ୍ରସ୍ତୁତ ଔଷଧଦ୍ୱାରା ଚିକିତ୍ସା — [1322, 1955, 1490, 2012]
department-name: ସାଧାରଣ ଅଭିଯୋଗ ଓ ପେନସନ ପ୍ରଶାସନ — [285, 820, 442, 850]
value-2011-12: ୧୦୪୬.୮୩ — [757, 681, 811, 695]
table-row — [255, 774, 815, 790]
department-name: ଗ୍ରାମ୍ୟ ଉନ୍ନୟନ — [285, 1006, 376, 1021]
row-number: ୨୫ — [259, 960, 273, 974]
value-2009-10: ୫୬୬.୬୫ — [539, 681, 585, 695]
ad-email-row — [1115, 2200, 1315, 2226]
paragraph: ପୁନର୍ବାର ଗୃହ ବସିବା ପରେ ମଧ୍ୟ ସ୍ଥିତି ସ୍ୱାଭାବିକ ହୋଇନଥିଲା। ବିରୋଧୀ ସଭ୍ୟମାନେ ବାଚସ୍ପତିଙ୍କ ଆସନ ନିକଟରେ ଜମା ହୋଇ ସ୍ଲୋଗାନ ଦେଇଥିଲେ। ଶାସକ ଦଳ ଏହାକୁ ଗଣତନ୍ତ୍ର ପାଇଁ କଳା ଦିନ ବୋଲି ଅଭିହିତ କରିଥିଲା। ସଂସଦୀୟ ବ୍ୟାପାର ମନ୍ତ୍ରୀ ବିରୋଧୀଙ୍କ ଆଚରଣକୁ ଦୁର୍ଭାଗ୍ୟଜନକ କହିଥିଲେ। — [8, 335, 240, 452]
table-row — [255, 573, 815, 589]
value-2010-11: ୯୯୯.୫୦ — [657, 712, 699, 726]
table-row — [255, 1146, 815, 1162]
department-name: ବିଜ୍ଞାନ ଓ କାରିଗରୀ — [285, 991, 378, 1005]
paragraph: ସ୍ୱାସ୍ଥ୍ୟ ବିଭାଗରେ ଡାକ୍ତରଖାନା ଉନ୍ନତିକରଣ ଓ ମାଗଣା ଔଷଧ ଯୋଗାଣ ପାଇଁ ଅଧିକ ଅର୍ଥ ରଖାଯାଇଛି। ମହିଳା ଓ ଶିଶୁ ବିକାଶ ପାଇଁ ବିଭିନ୍ନ ଯୋଜନାରେ ବରାଦ ବଢ଼ାଯାଇଛି। ଶିଳ୍ପ କ୍ଷେତ୍ରରେ ଛୋଟ ଓ ମଧ୍ୟମ ଉଦ୍ୟୋଗକୁ ପ୍ରୋତ୍ସାହନ ଦେବା ପାଇଁ ନୂଆ ନୀତି ଘୋଷଣା ହୋଇଛି। — [8, 915, 240, 1032]
clinic-advertisement — [952, 1840, 1491, 2332]
value-2009-10: ୨.୮୧ — [558, 820, 585, 835]
price-kicker: ନୂଆ ସିରିଜ୍ ଉପଭୋକ୍ତା ମୂଲ୍ୟସୂଚୀ ରିପୋର୍ଟ — [832, 420, 1335, 455]
department-name: ରାଜସ୍ୱ — [285, 603, 321, 618]
paragraph: ବୈଠକରେ ସଂସଦୀୟ ବ୍ୟାପାର ମନ୍ତ୍ରୀ ସରକାରଙ୍କ ପକ୍ଷରୁ ସ୍ପଷ୍ଟ କରିଥିଲେ ଯେ ଜିଲାପାଳଙ୍କ ନିରାପଦ ମୁକ୍ତି ସରକାରଙ୍କ ପ୍ରାଥମିକତା। ମୁଖ୍ୟମନ୍ତ୍ରୀ ଗୃହରେ ଏ ସମ୍ପର୍କରେ ବିବୃତ୍ତି ଦେବେ ବୋଲି ସେ ପ୍ରତିଶ୍ରୁତି ଦେଇଥିଲେ। — [832, 1467, 1155, 1533]
table-row — [255, 1084, 815, 1100]
paragraph: ଏହା ସହିତ ବାଚସ୍ପତି ଗୃହରେ ଶୃଙ୍ଖଳା ରକ୍ଷା ପାଇଁ ନୂଆ ନିୟମାବଳୀ ପ୍ରସ୍ତୁତ କରିବା ଉପରେ ଗୁରୁତ୍ୱ ଦେଇଛନ୍ତି। — [1168, 1470, 1491, 1502]
value-2011-12: ୧୪୪.୫୯ — [768, 588, 811, 602]
budget-title: ରାଜ୍ୟ ବଜେଟ — [255, 423, 815, 493]
value-2011-12: ୨୭୧୩.୬୪ — [759, 805, 811, 819]
ad-email-label: E-mail : — [1115, 2199, 1163, 2214]
ad-problem: ସହବାସରେ ସମସ୍ୟା — [956, 1844, 1106, 1900]
column-header: ୨୦୦୯-୧୦ (ବଜେଟ୍ ଅକଳନ) — [490, 527, 571, 556]
ad-tagline: ଭାରତ ସରକାରଙ୍କ ଦ୍ୱାରା ସ୍ୱୀକୃତି ପ୍ରାପ୍ତ ଡାକ୍ତର — [1115, 2108, 1315, 2144]
table-row — [255, 604, 815, 620]
value-2010-11: ୨୧୬୭.୨୪ — [650, 1115, 699, 1129]
value-2009-10: ୧୫.୬୦ — [547, 929, 585, 943]
value-2011-12: ୧୬୭୦.୭୩ — [757, 712, 811, 726]
table-row — [255, 790, 815, 806]
qa-logo-text — [1146, 63, 1276, 111]
paragraph: ଜିଲାପାଳଙ୍କ ପରିବାର ଲୋକେ ତାଙ୍କର ଶୀଘ୍ର ମୁକ୍ତି ପାଇଁ ମାଓବାଦୀଙ୍କୁ ଅନୁରୋଧ କରିଛନ୍ତି। ବିଭିନ୍ନ ଅନୁଷ୍ଠାନ ଏବଂ ରାଜନୈତିକ ଦଳ ମଧ୍ୟ ଶାନ୍ତିପୂର୍ଣ୍ଣ ସମାଧାନ ପାଇଁ ଆହ୍ୱାନ ଦେଇଛନ୍ତି। ଜିଲାରେ କର୍ମଚାରୀମାନେ କାମ ବନ୍ଦ କରି ପ୍ରତିବାଦ କରୁଛନ୍ତି। — [8, 1356, 240, 1456]
value-2011-12: ୫୪.୨୦ — [773, 634, 811, 649]
story-title: ଲୋକଙ୍କ ଉପରେ ଟିକସ ... — [8, 654, 240, 683]
assembly-building-icon — [1276, 50, 1376, 124]
value-2009-10: ୧୧୩୮.୫୫ — [534, 1006, 585, 1021]
page-header-bar — [8, 4, 1491, 32]
value-2011-12: ୫୦୧.୯୮ — [769, 1037, 811, 1052]
row-number: ୩୧ — [259, 1053, 275, 1067]
court-headline: ହାଇକୋର୍ଟରେ ଜନସ୍ୱାର୍ଥ ମାମଲା — [557, 1651, 796, 1713]
ad-problem: ଶିଥିଳତା — [956, 1904, 1106, 1940]
department-name: ପୂର୍ତ୍ତ — [285, 650, 312, 664]
table-row — [255, 821, 815, 852]
ad-address-line1: A-41, BDA Duplex Colony — [1123, 2152, 1307, 2167]
value-2011-12: ୨.୮୭ — [784, 820, 811, 835]
row-number: ୩୭ — [259, 1146, 276, 1160]
row-number: ୨୬ — [259, 975, 273, 990]
department-name: ସୂଚନା ଓ ଜନସମ୍ପର୍କ — [285, 960, 386, 974]
table-row — [255, 852, 815, 868]
price-index-story — [832, 420, 1491, 1175]
